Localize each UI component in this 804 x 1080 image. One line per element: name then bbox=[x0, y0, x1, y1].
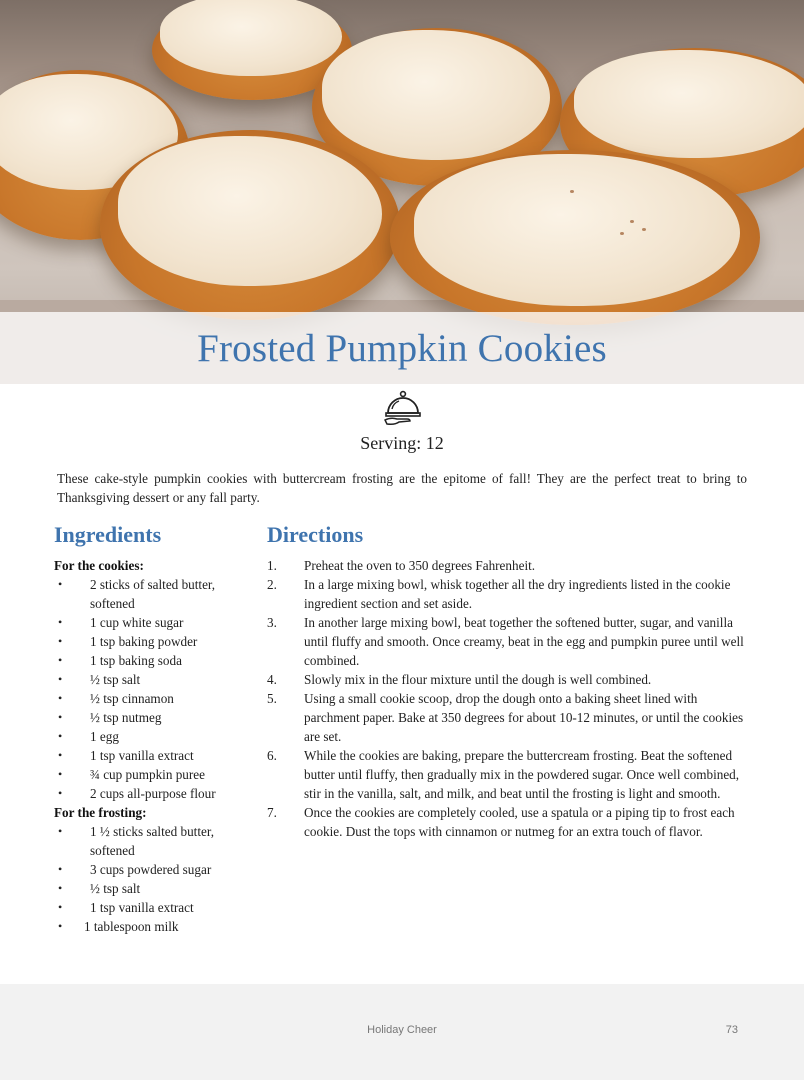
cookie-image bbox=[100, 130, 400, 320]
page-number: 73 bbox=[725, 1024, 738, 1036]
cookie-image bbox=[390, 150, 760, 325]
ingredient-item: • 2 sticks of salted butter, softened bbox=[54, 575, 244, 613]
ingredient-item: • 1 egg bbox=[54, 727, 244, 746]
direction-step bbox=[267, 556, 747, 575]
direction-step bbox=[267, 575, 747, 613]
cookies-subheading: For the cookies: bbox=[54, 558, 144, 573]
frosting-subheading: For the frosting: bbox=[54, 805, 147, 820]
step-text: In another large mixing bowl, beat together the softened butter, sugar, and vanilla until fluffy and smooth. Once creamy, beat in the egg and pumpkin puree until well combined. bbox=[304, 615, 744, 668]
ingredient-item: • ½ tsp cinnamon bbox=[54, 689, 244, 708]
directions-heading: Directions bbox=[267, 522, 364, 547]
ingredient-item: • 1 ½ sticks salted butter, softened bbox=[54, 822, 244, 860]
direction-step bbox=[267, 670, 747, 689]
recipe-intro: These cake-style pumpkin cookies with buttercream frosting are the epitome of fall! They are the perfect treat to bring to Thanksgiving dessert or any fall party. bbox=[57, 471, 747, 505]
step-number: 1. bbox=[267, 558, 277, 573]
step-text: Preheat the oven to 350 degrees Fahrenheit. bbox=[304, 558, 536, 573]
ingredient-item: • 2 cups all-purpose flour bbox=[54, 784, 244, 803]
direction-step bbox=[267, 803, 747, 841]
title-band bbox=[0, 312, 804, 384]
serving-value: 12 bbox=[425, 433, 444, 453]
direction-step bbox=[267, 746, 747, 803]
step-number: 5. bbox=[267, 691, 277, 706]
serving-line bbox=[0, 433, 804, 454]
ingredient-item: • 1 tsp vanilla extract bbox=[54, 898, 244, 917]
direction-step bbox=[267, 613, 747, 670]
serving-label: Serving: bbox=[360, 433, 422, 453]
ingredient-item: • 1 tablespoon milk bbox=[54, 917, 244, 936]
ingredients-section bbox=[54, 522, 244, 936]
step-number: 2. bbox=[267, 577, 277, 592]
step-number: 6. bbox=[267, 748, 277, 763]
recipe-title: Frosted Pumpkin Cookies bbox=[197, 326, 607, 370]
ingredient-item: • ½ tsp salt bbox=[54, 670, 244, 689]
directions-section bbox=[267, 522, 747, 841]
step-text: In a large mixing bowl, whisk together all the dry ingredients listed in the cookie ingredient section and set aside. bbox=[304, 577, 731, 611]
cookie-ingredient-list bbox=[54, 575, 244, 803]
ingredient-item: • ¾ cup pumpkin puree bbox=[54, 765, 244, 784]
serving-cloche-icon bbox=[383, 389, 423, 427]
ingredients-heading: Ingredients bbox=[54, 522, 162, 547]
ingredient-item: • ½ tsp salt bbox=[54, 879, 244, 898]
page-footer bbox=[0, 984, 804, 1080]
step-number: 4. bbox=[267, 672, 277, 687]
ingredient-item: • 1 tsp vanilla extract bbox=[54, 746, 244, 765]
step-number: 3. bbox=[267, 615, 277, 630]
step-text: While the cookies are baking, prepare the buttercream frosting. Beat the softened butter until fluffy, then gradually mix in the powdered sugar. Once well combined, stir in the vanilla, salt, and milk, and beat until the frosting is light and smooth. bbox=[304, 748, 740, 801]
ingredient-item: • 3 cups powdered sugar bbox=[54, 860, 244, 879]
ingredient-item: • 1 cup white sugar bbox=[54, 613, 244, 632]
frosting-ingredient-list bbox=[54, 822, 244, 936]
footer-book-title: Holiday Cheer bbox=[367, 1024, 437, 1036]
direction-step bbox=[267, 689, 747, 746]
step-text: Once the cookies are completely cooled, use a spatula or a piping tip to frost each cookie. Dust the tops with cinnamon or nutmeg for an extra touch of flavor. bbox=[304, 805, 735, 839]
ingredient-item: • 1 tsp baking powder bbox=[54, 632, 244, 651]
ingredient-item: • ½ tsp nutmeg bbox=[54, 708, 244, 727]
step-text: Using a small cookie scoop, drop the dough onto a baking sheet lined with parchment paper. Bake at 350 degrees for about 10-12 minutes, or until the cookies are set. bbox=[304, 691, 744, 744]
step-number: 7. bbox=[267, 805, 277, 820]
directions-list bbox=[267, 556, 747, 841]
ingredient-item: • 1 tsp baking soda bbox=[54, 651, 244, 670]
step-text: Slowly mix in the flour mixture until the dough is well combined. bbox=[304, 672, 652, 687]
